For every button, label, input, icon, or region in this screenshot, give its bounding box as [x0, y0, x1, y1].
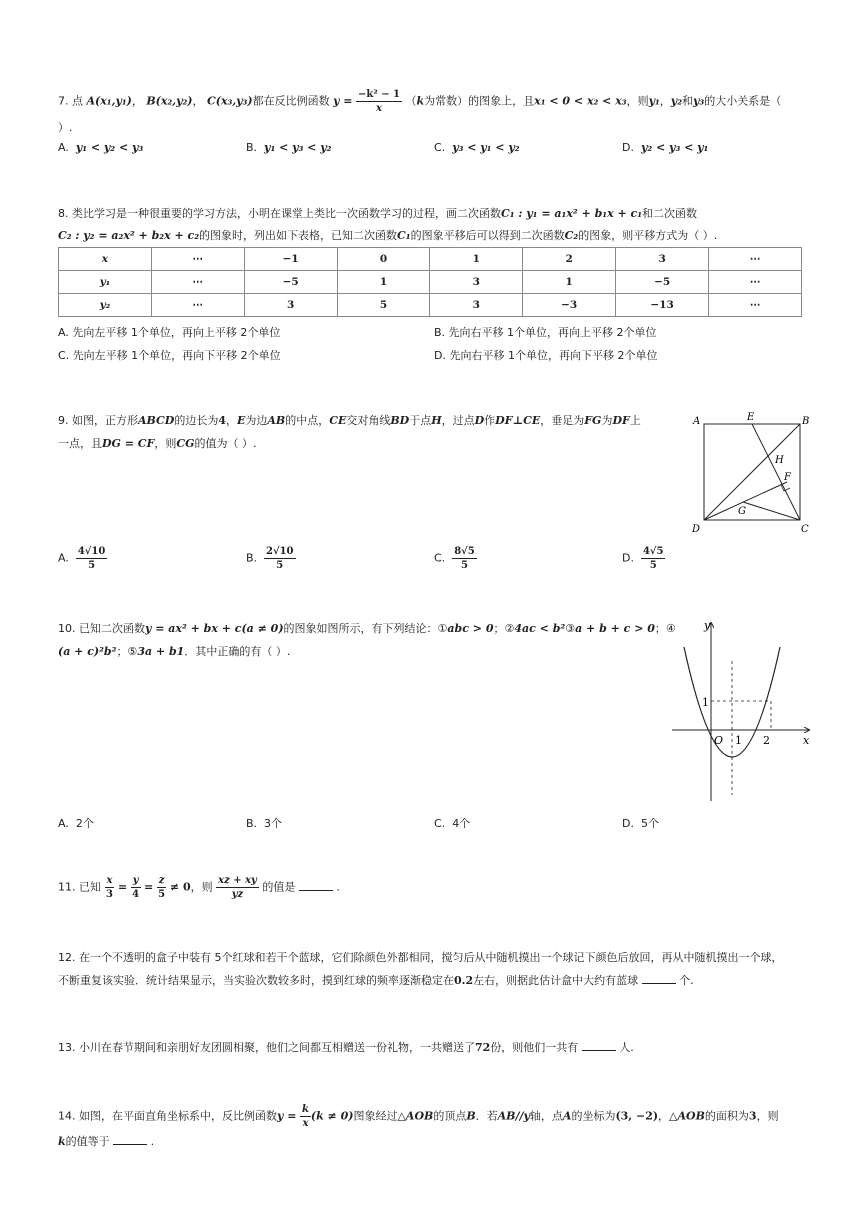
- q8-c2: C₂ : y₂ = a₂x² + b₂x + c₂: [58, 229, 200, 242]
- q14-answer-blank[interactable]: [113, 1134, 147, 1145]
- q9-text: 的中点，: [285, 414, 330, 427]
- q14-stem-line2: [58, 1132, 154, 1152]
- option-text: 2个: [75, 817, 94, 830]
- option-numerator: 4√10: [77, 546, 106, 557]
- q10-text: ③: [565, 622, 576, 635]
- option-label: D.: [434, 349, 446, 362]
- q11-stem: [58, 874, 340, 901]
- q14-area: 3: [748, 1109, 757, 1123]
- q14-text: ．若: [475, 1109, 498, 1123]
- q10-text: 的图象如图所示，有下列结论：①: [283, 622, 448, 635]
- q8-stem-line1: [58, 204, 697, 224]
- label-b: B: [802, 416, 810, 427]
- q10-text: ．其中正确的有（ ）.: [184, 645, 291, 658]
- label-x: x: [803, 734, 810, 747]
- q9-fg: FG: [584, 414, 602, 427]
- q11-text: 已知: [79, 880, 101, 894]
- q13-stem: [58, 1038, 634, 1058]
- q14-text: 的值等于: [65, 1135, 110, 1148]
- denominator: yz: [231, 889, 244, 900]
- q14-number: 14.: [58, 1109, 76, 1123]
- q14-text: 轴，点: [529, 1109, 563, 1123]
- table-cell: ⋯: [709, 294, 802, 317]
- q12-stem-line2: [58, 971, 694, 991]
- q14-b: B: [466, 1109, 476, 1123]
- table-cell: y₁: [59, 271, 152, 294]
- label-x-two: 2: [763, 734, 770, 747]
- q7-func-lhs: y =: [333, 94, 353, 108]
- q11-fraction-x3: [105, 874, 115, 901]
- option-fraction: [641, 545, 666, 572]
- option-denominator: 5: [276, 560, 284, 571]
- option-label: C.: [434, 141, 446, 154]
- q12-text: 在一个不透明的盒子中装有 5个红球和若干个蓝球，它们除颜色外都相同，搅匀后从中随机摸出一个球记下颜色后放回，再从中随机摸出一个球，: [79, 951, 783, 964]
- option-label: A.: [58, 141, 69, 154]
- option-text: 先向左平移 1个单位，再向下平移 2个单位: [72, 349, 281, 362]
- q9-h: H: [431, 414, 442, 427]
- q10-stem-line1: [58, 619, 676, 639]
- q9-d: D: [474, 414, 485, 427]
- q9-df-perp: DF⊥CE: [495, 414, 541, 427]
- option-label: B.: [246, 551, 258, 565]
- q12-value: 0.2: [454, 974, 474, 987]
- option-label: C.: [58, 349, 70, 362]
- table-cell: 2: [523, 248, 616, 271]
- q10-func: y = ax² + bx + c(a ≠ 0): [145, 622, 284, 635]
- q7-text: 为常数）的图象上，且: [424, 94, 535, 108]
- q10-option-d[interactable]: [622, 815, 659, 831]
- q12-text: 左右，则据此估计盒中大约有蓝球: [473, 974, 639, 987]
- table-cell: x: [59, 248, 152, 271]
- q14-func-lhs: y =: [277, 1109, 297, 1123]
- q7-text: 和: [682, 94, 694, 108]
- q14-text: 如图，在平面直角坐标系中，反比例函数: [79, 1109, 277, 1123]
- option-numerator: 4√5: [642, 546, 664, 557]
- q7-text: 都在反比例函数: [252, 94, 330, 108]
- q10-option-c[interactable]: [434, 815, 470, 831]
- q14-text: .: [150, 1135, 155, 1148]
- q8-c1-short: C₁: [397, 229, 411, 242]
- q9-text: ，: [226, 414, 237, 427]
- q7-point-a: A(x₁,y₁): [86, 94, 132, 108]
- q8-text: 的图象平移后可以得到二次函数: [410, 229, 565, 242]
- q10-stem-line2: [58, 642, 290, 662]
- table-row: [59, 294, 802, 317]
- q12-text: 不断重复该实验．统计结果显示，当实验次数较多时，摸到红球的频率逐渐稳定在: [58, 974, 454, 987]
- table-cell: −13: [616, 294, 709, 317]
- table-cell: −1: [244, 248, 337, 271]
- table-cell: −3: [523, 294, 616, 317]
- q8-c2-short: C₂: [564, 229, 579, 242]
- q8-stem-line2: [58, 226, 717, 246]
- label-h: H: [775, 455, 784, 466]
- q9-text: 的边长为: [174, 414, 219, 427]
- table-cell: ⋯: [151, 294, 244, 317]
- q7-point-c: C(x₃,y₃): [206, 94, 253, 108]
- q9-bd: BD: [390, 414, 410, 427]
- option-text: y₃ < y₁ < y₂: [452, 141, 520, 154]
- label-origin: O: [714, 734, 724, 747]
- option-denominator: 5: [649, 560, 657, 571]
- denominator: 4: [132, 889, 140, 900]
- option-label: A.: [58, 817, 69, 830]
- option-denominator: 5: [460, 560, 468, 571]
- q7-text: 的大小关系是（: [704, 94, 782, 108]
- q7-stem-line2: ）.: [58, 121, 73, 134]
- q13-text: 人.: [619, 1041, 634, 1054]
- option-text: 3个: [264, 817, 283, 830]
- right-angle-mark: [781, 485, 790, 491]
- label-y: y: [704, 619, 711, 632]
- option-label: C.: [434, 817, 446, 830]
- q8-option-b[interactable]: [434, 324, 657, 340]
- q11-text: .: [336, 880, 340, 894]
- label-f: F: [784, 472, 791, 483]
- numerator: y: [132, 875, 139, 886]
- q10-text: ；②: [493, 622, 515, 635]
- option-label: B.: [246, 141, 258, 154]
- q9-text: 交对角线: [346, 414, 391, 427]
- q7-option-c[interactable]: [434, 141, 520, 154]
- table-cell: 1: [337, 271, 430, 294]
- q9-text: 为边: [245, 414, 268, 427]
- q11-neq: ≠ 0: [169, 880, 191, 894]
- segment-cg: [743, 502, 800, 520]
- table-cell: 1: [430, 248, 523, 271]
- q14-text: ，则: [756, 1109, 779, 1123]
- q14-text: ，: [658, 1109, 670, 1123]
- q9-option-b[interactable]: [246, 545, 296, 572]
- table-cell: −5: [244, 271, 337, 294]
- q9-text: 如图，正方形: [72, 414, 138, 427]
- q14-coordinate: (3, −2): [615, 1109, 659, 1123]
- table-cell: −5: [616, 271, 709, 294]
- option-text: y₁ < y₃ < y₂: [264, 141, 332, 154]
- option-denominator: 5: [88, 560, 96, 571]
- q9-text: 为: [601, 414, 613, 427]
- table-cell: ⋯: [709, 248, 802, 271]
- table-cell: 5: [337, 294, 430, 317]
- q11-fraction-y4: [131, 874, 141, 901]
- q9-text: 作: [484, 414, 496, 427]
- q10-conclusion-3: a + b + c > 0: [575, 622, 655, 635]
- q11-eq: =: [144, 880, 154, 894]
- q9-df: DF: [612, 414, 630, 427]
- option-text: 先向右平移 1个单位，再向上平移 2个单位: [448, 326, 657, 339]
- table-cell: 0: [337, 248, 430, 271]
- q8-c1: C₁ : y₁ = a₁x² + b₁x + c₁: [501, 207, 643, 220]
- q8-value-table: [58, 247, 802, 317]
- q9-number: 9.: [58, 414, 69, 427]
- option-label: C.: [434, 551, 446, 565]
- q9-text: ，则: [154, 437, 177, 450]
- q10-number: 10.: [58, 622, 76, 635]
- option-label: D.: [622, 817, 634, 830]
- q14-triangle: △AOB: [669, 1109, 705, 1123]
- numerator: k: [301, 1104, 309, 1115]
- q11-text: ，则: [190, 880, 213, 894]
- q9-text: ，过点: [441, 414, 475, 427]
- q7-y2: y₂: [670, 94, 683, 108]
- q7-option-b[interactable]: [246, 141, 331, 154]
- q10-text: ；④: [654, 622, 676, 635]
- q8-option-d[interactable]: [434, 347, 657, 363]
- table-cell: 3: [430, 294, 523, 317]
- q8-text: 的图象，则平移方式为（ ）.: [578, 229, 718, 242]
- q9-text: 的值为（ ）.: [194, 437, 257, 450]
- q9-stem-line2: [58, 434, 257, 454]
- q7-condition: x₁ < 0 < x₂ < x₃: [534, 94, 627, 108]
- option-label: A.: [58, 551, 69, 565]
- q11-eq: =: [117, 880, 128, 894]
- q7-text: ，则: [626, 94, 649, 108]
- q10-conclusion-4: (a + c)²b²: [58, 645, 117, 658]
- q9-abcd: ABCD: [138, 414, 175, 427]
- q9-ce: CE: [329, 414, 347, 427]
- table-row: [59, 248, 802, 271]
- q7-stem-line1: [58, 88, 781, 115]
- option-label: D.: [622, 141, 634, 154]
- option-text: 先向右平移 1个单位，再向下平移 2个单位: [449, 349, 658, 362]
- q9-option-c[interactable]: [434, 545, 477, 572]
- segment-ce: [752, 424, 800, 520]
- q13-text: 小川在春节期间和亲朋好友团圆相聚，他们之间都互相赠送一份礼物，一共赠送了: [79, 1041, 475, 1054]
- label-d: D: [692, 524, 701, 535]
- q13-text: 份，则他们一共有: [490, 1041, 579, 1054]
- q9-text: ，垂足为: [540, 414, 585, 427]
- q9-four: 4: [218, 414, 226, 427]
- label-a: A: [693, 416, 701, 427]
- q7-y1: y₁: [648, 94, 660, 108]
- q7-number: 7.: [58, 94, 69, 108]
- numerator: z: [158, 875, 165, 886]
- numerator: x: [106, 875, 113, 886]
- q11-text: 的值是: [262, 880, 296, 894]
- option-label: D.: [622, 551, 634, 565]
- option-label: B.: [434, 326, 446, 339]
- q9-cg: CG: [176, 437, 195, 450]
- q8-number: 8.: [58, 207, 69, 220]
- table-cell: y₂: [59, 294, 152, 317]
- q11-fraction-expression: [216, 874, 259, 901]
- q7-func-fraction: [356, 88, 402, 115]
- q8-text: 类比学习是一种很重要的学习方法，小明在课堂上类比一次函数学习的过程，画二次函数: [72, 207, 501, 220]
- option-fraction: [76, 545, 107, 572]
- label-c: C: [801, 524, 809, 535]
- q14-text: 的坐标为: [571, 1109, 616, 1123]
- q10-conclusion-1: abc > 0: [447, 622, 494, 635]
- label-x-one: 1: [735, 734, 742, 747]
- q9-text: 一点，且: [58, 437, 102, 450]
- q9-dg-cf: DG = CF: [102, 437, 155, 450]
- q14-fraction-kx: [300, 1103, 311, 1130]
- option-text: 4个: [452, 817, 471, 830]
- q9-option-a[interactable]: [58, 545, 107, 572]
- q8-text: 和二次函数: [642, 207, 698, 220]
- option-text: y₁ < y₂ < y₃: [75, 141, 144, 154]
- table-cell: 3: [244, 294, 337, 317]
- table-cell: ⋯: [151, 248, 244, 271]
- q7-func-denominator: x: [376, 103, 383, 114]
- q8-option-a[interactable]: [58, 324, 280, 340]
- q14-text: 图象经过: [353, 1109, 398, 1123]
- q14-condition: (k ≠ 0): [310, 1109, 354, 1123]
- q11-fraction-z5: [157, 874, 167, 901]
- option-label: A.: [58, 326, 69, 339]
- q14-text: 的顶点: [433, 1109, 467, 1123]
- table-cell: 3: [430, 271, 523, 294]
- label-g: G: [738, 506, 746, 517]
- q9-e: E: [237, 414, 246, 427]
- q14-ab-parallel-y: AB//y: [497, 1109, 530, 1123]
- q9-ab: AB: [267, 414, 286, 427]
- q8-text: 的图象时，列出如下表格，已知二次函数: [199, 229, 398, 242]
- q13-value: 72: [475, 1041, 491, 1054]
- q14-k: k: [58, 1135, 66, 1148]
- q7-text: ，: [659, 94, 671, 108]
- label-y-one: 1: [702, 696, 709, 709]
- q7-sep: ，: [192, 94, 204, 108]
- option-numerator: 2√10: [266, 546, 294, 557]
- table-cell: ⋯: [709, 271, 802, 294]
- q7-text: （: [405, 94, 417, 108]
- option-numerator: 8√5: [454, 546, 475, 557]
- option-fraction: [264, 545, 295, 572]
- table-cell: 3: [616, 248, 709, 271]
- denominator: x: [302, 1118, 309, 1129]
- q11-number: 11.: [58, 880, 76, 894]
- option-text: 5个: [640, 817, 659, 830]
- q9-text: 上: [629, 414, 641, 427]
- q14-a: A: [562, 1109, 572, 1123]
- q8-option-c[interactable]: [58, 347, 281, 363]
- q13-number: 13.: [58, 1041, 76, 1054]
- option-text: 先向左平移 1个单位，再向上平移 2个单位: [72, 326, 281, 339]
- option-text: y₂ < y₃ < y₁: [640, 141, 709, 154]
- q7-text: 点: [72, 94, 83, 108]
- q7-sep: ，: [131, 94, 143, 108]
- q12-stem-line1: [58, 948, 783, 968]
- option-label: B.: [246, 817, 258, 830]
- q13-answer-blank[interactable]: [582, 1040, 616, 1051]
- q10-text: ；⑤: [116, 645, 138, 658]
- q9-square-figure: [688, 408, 816, 536]
- q7-func-numerator: −k² − 1: [358, 89, 401, 100]
- table-cell: 1: [523, 271, 616, 294]
- q14-stem-line1: [58, 1103, 779, 1130]
- q7-k: k: [416, 94, 425, 108]
- q9-option-d[interactable]: [622, 545, 665, 572]
- label-e: E: [747, 412, 755, 423]
- option-fraction: [452, 545, 477, 572]
- q14-triangle: △AOB: [397, 1109, 434, 1123]
- q10-option-b[interactable]: [246, 815, 282, 831]
- q14-text: 的面积为: [704, 1109, 749, 1123]
- table-row: [59, 271, 802, 294]
- table-cell: ⋯: [151, 271, 244, 294]
- q7-option-d[interactable]: [622, 141, 708, 154]
- q7-option-a[interactable]: [58, 141, 143, 154]
- q10-conclusion-2: 4ac < b²: [514, 622, 566, 635]
- q9-stem-line1: [58, 411, 641, 431]
- denominator: 5: [158, 889, 166, 900]
- q7-point-b: B(x₂,y₂): [146, 94, 193, 108]
- q12-text: 个.: [679, 974, 694, 987]
- q10-parabola-figure: [668, 617, 814, 807]
- q11-answer-blank[interactable]: [299, 880, 333, 891]
- q12-number: 12.: [58, 951, 76, 964]
- numerator: xz + xy: [218, 875, 257, 886]
- denominator: 3: [106, 889, 113, 900]
- q10-option-a[interactable]: [58, 815, 94, 831]
- q7-y3: y₃: [693, 94, 705, 108]
- q10-text: 已知二次函数: [79, 622, 145, 635]
- q12-answer-blank[interactable]: [642, 973, 676, 984]
- q10-conclusion-5: 3a + b1: [137, 645, 185, 658]
- q9-text: 于点: [409, 414, 432, 427]
